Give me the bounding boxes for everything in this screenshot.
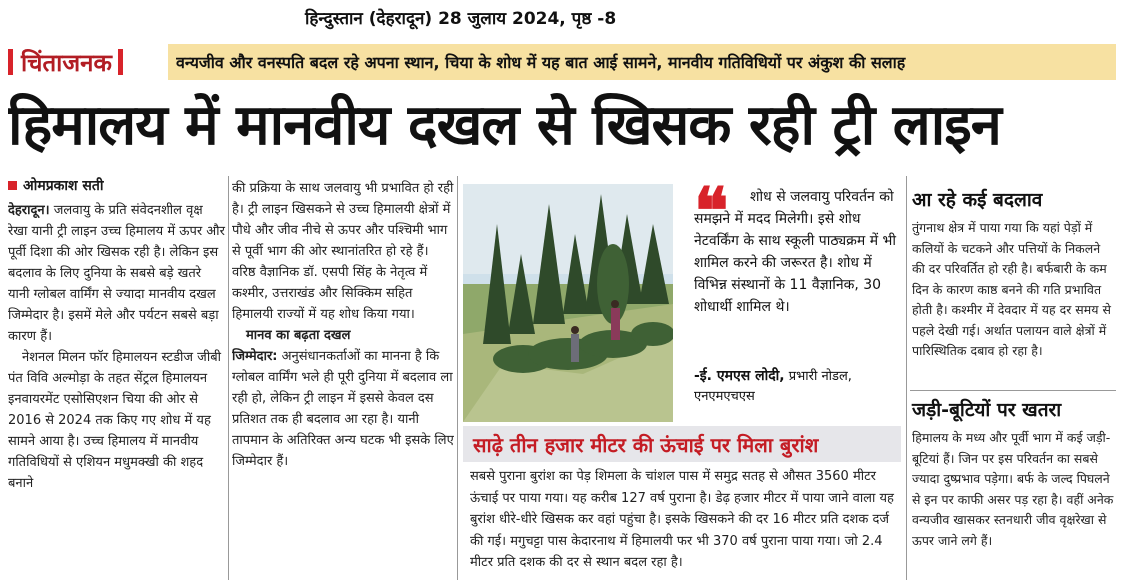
sidebar-body-changes: तुंगनाथ क्षेत्र में पाया गया कि यहां पेड़ों में कलियों के चटकने और पत्तियों के निकलने की दर परिवर्तित हो रही है। बर्फबारी के कम दिन के कारण काष्ठ बनने की गति प्रभावित होती है। कश्मीर में देवदार में यह दर समय से पहले देखी गई। अर्थात पलायन वाले क्षेत्रों में पारिस्थितिक दबाव हो रहा है। (912, 220, 1111, 358)
paragraph-text: जलवायु के प्रति संवेदनशील वृक्ष रेखा यानी ट्री लाइन उच्च हिमालय में ऊपर और पूर्वी दिशा की ओर खिसक रही है। लेकिन इस बदलाव के लिए दुनिया के सबसे बड़े खतरे यानी ग्लोबल वार्मिंग से ज्यादा मानवीय दखल जिम्मेदार है। इसमें मेले और पर्यटन सबसे बड़ा कारण हैं। (8, 203, 225, 344)
kicker-right-mark (118, 49, 123, 75)
sidebar-title-herbs: जड़ी-बूटियों पर खतरा (912, 399, 1062, 421)
paragraph-text: अनुसंधानकर्ताओं का मानना है कि ग्लोबल वार्मिंग भले ही पूरी दुनिया में बदलाव ला रही हो, लेकिन ट्री लाइन में इससे केवल दस प्रतिशत तक ही बदलाव आ रहा है। यानी तापमान के अतिरिक्त अन्य घटक भी इसके लिए जिम्मेदार हैं। (232, 349, 454, 469)
box-body: सबसे पुराना बुरांश का पेड़ शिमला के चांशल पास में समुद्र सतह से औसत 3560 मीटर ऊंचाई पर पाया गया। यह करीब 127 वर्ष पुराना है। डेढ़ हजार मीटर में पाया जाने वाला यह बुरांश धीरे-धीरे खिसक कर वहां पहुंचा है। इसके खिसकने की दर 16 मीटर प्रति दशक दर्ज की गई। मगुचट्टा पास केदारनाथ में हिमालयी फर भी 370 वर्ष पुराना पाया गया। जो 2.4 मीटर प्रति दशक की दर से स्थान बदल रहा है। (470, 469, 894, 570)
article-subhead: मानव का बढ़ता दखल (246, 328, 351, 343)
sidebar-title-changes: आ रहे कई बदलाव (912, 189, 1043, 211)
column-divider (228, 176, 229, 580)
headline: हिमालय में मानवीय दखल से खिसक रही ट्री लाइन (8, 93, 1001, 158)
article-paragraph (8, 200, 226, 347)
article-paragraph: की प्रक्रिया के साथ जलवायु भी प्रभावित हो रही है। ट्री लाइन खिसकने से उच्च हिमालयी क्षेत्रों में पौधे और जीव नीचे से ऊपर और पश्चिमी भाग से पूर्वी भाग की ओर स्थानांतरित हो रहे हैं। वरिष्ठ वैज्ञानिक डॉ. एसपी सिंह के नेतृत्व में कश्मीर, उत्तराखंड और सिक्किम सहित हिमालयी राज्यों में यह शोध किया गया। (232, 181, 454, 322)
article-paragraph (232, 346, 454, 472)
pull-quote (694, 174, 904, 426)
kicker-label (8, 44, 168, 80)
column-divider (457, 176, 458, 580)
article-column-2 (232, 178, 454, 580)
quote-role: प्रभारी नोडल, एनएमएचएस (694, 369, 852, 404)
quote-name: -ई. एमएस लोदी, (694, 368, 785, 384)
box-title: साढ़े तीन हजार मीटर की ऊंचाई पर मिला बुरांश (463, 426, 901, 462)
sidebar-divider (910, 390, 1116, 391)
lead-in: जिम्मेदार: (232, 349, 278, 364)
byline-square-icon (8, 181, 17, 190)
article-paragraph: नेशनल मिलन फॉर हिमालयन स्टडीज जीबी पंत विवि अल्मोड़ा के तहत सेंट्रल हिमालयन इनवायरमेंट एसोसिएशन चिया की ओर से 2016 से 2024 तक किए गए शोध में यह सामने आया है। उच्च हिमालय में मानवीय गतिविधियों से एशियन मधुमक्खी की शहद बनाने (8, 350, 221, 491)
kicker-left-mark (8, 49, 13, 75)
forest-photo (463, 184, 673, 422)
sidebar-body-herbs: हिमालय के मध्य और पूर्वी भाग में कई जड़ी-बूटियां हैं। जिन पर इस परिवर्तन का सबसे ज्यादा दुष्प्रभाव पड़ेगा। बर्फ के जल्द पिघलने से इन पर काफी असर पड़ रहा है। वहीं अनेक वन्यजीव खासकर स्तनधारी जीव वृक्षरेखा से ऊपर जाने लगे हैं। (912, 430, 1114, 548)
column-divider (906, 176, 907, 580)
kicker-text: चिंताजनक (21, 48, 112, 77)
dateline: देहरादून। (8, 203, 50, 218)
quote-text: शोध से जलवायु परिवर्तन को समझने में मदद मिलेगी। इसे शोध नेटवर्किंग के साथ स्कूली पाठ्यक्रम में भी शामिल करने की जरूरत है। शोध में विभिन्न संस्थानों के 11 वैज्ञानिक, 30 शोधार्थी शामिल थे। (694, 189, 897, 315)
byline (8, 174, 228, 196)
source-line: हिन्दुस्तान (देहरादून) 28 जुलाय 2024, पृष्ठ -8 (305, 9, 617, 29)
byline-author: ओमप्रकाश सती (23, 177, 104, 194)
article-column-1 (8, 200, 226, 580)
kicker-subhead: वन्यजीव और वनस्पति बदल रहे अपना स्थान, चिया के शोध में यह बात आई सामने, मानवीय गतिविधियों पर अंकुश की सलाह (176, 53, 906, 72)
quote-attribution (694, 366, 904, 407)
quote-mark-icon: ❝ (694, 174, 729, 249)
